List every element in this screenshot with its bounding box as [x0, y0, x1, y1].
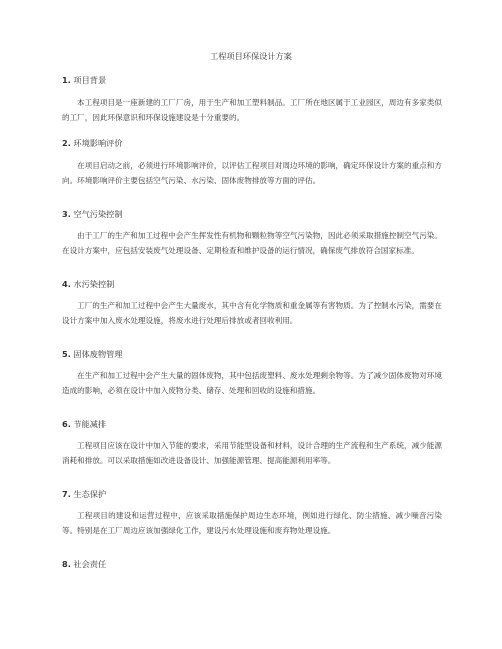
section-4-body: 工厂的生产和加工过程中会产生大量废水，其中含有化学物质和重金属等有害物质。为了控制水污染，需要在设计方案中加入废水处理设施，将废水进行处理后排放或者回收利用。 [62, 301, 442, 325]
section-8-heading [62, 558, 106, 570]
section-6-title: 节能减排 [73, 419, 107, 429]
section-5-number: 5. [62, 349, 71, 359]
section-3-heading [62, 208, 123, 220]
section-3-title: 空气污染控制 [73, 209, 123, 219]
section-1-number: 1. [62, 75, 71, 85]
section-4-heading [62, 278, 114, 290]
section-5-body: 在生产和加工过程中会产生大量的固体废物，其中包括废塑料、废水处理剩余物等。为了减少固体废物对环境造成的影响，必须在设计中加入废物分类、储存、处理和回收的设施和措施。 [62, 371, 442, 395]
section-6-body: 工程项目应该在设计中加入节能的要求，采用节能型设备和材料，设计合理的生产流程和生产系统，减少能源消耗和排放。可以采取措施如改进设备设计、加强能源管理、提高能源利用率等。 [62, 441, 442, 465]
section-6-number: 6. [62, 419, 71, 429]
section-2-heading [62, 137, 123, 149]
section-2-body: 在项目启动之前，必须进行环境影响评价，以评估工程项目对周边环境的影响，确定环保设计方案的重点和方向。环境影响评价主要包括空气污染、水污染、固体废物排放等方面的评估。 [62, 161, 442, 185]
section-3-body: 由于工厂的生产和加工过程中会产生挥发性有机物和颗粒物等空气污染物，因此必须采取措施控制空气污染。在设计方案中，应包括安装废气处理设备、定期检查和维护设备的运行情况，确保废气排放符合国家标准。 [62, 231, 442, 255]
section-7-number: 7. [62, 489, 71, 499]
section-1-heading [62, 74, 106, 86]
section-2-title: 环境影响评价 [73, 138, 123, 148]
section-4-title: 水污染控制 [73, 279, 115, 289]
section-3-number: 3. [62, 209, 71, 219]
section-5-title: 固体废物管理 [73, 349, 123, 359]
section-6-heading [62, 418, 106, 430]
section-8-title: 社会责任 [73, 559, 107, 569]
section-5-heading [62, 348, 123, 360]
section-7-heading [62, 488, 106, 500]
section-1-title: 项目背景 [73, 75, 107, 85]
document-title: 工程项目环保设计方案 [210, 51, 292, 61]
section-2-number: 2. [62, 138, 71, 148]
section-7-body: 工程项目的建设和运营过程中，应该采取措施保护周边生态环境，例如进行绿化、防尘措施、减少噪音污染等。特别是在工厂周边应该加强绿化工作，建设污水处理设施和废弃物处理设施。 [62, 511, 442, 535]
section-4-number: 4. [62, 279, 71, 289]
section-7-title: 生态保护 [73, 489, 107, 499]
section-8-number: 8. [62, 559, 71, 569]
section-1-body: 本工程项目是一座新建的工厂厂房，用于生产和加工塑料制品。工厂所在地区属于工业园区，周边有多家类似的工厂，因此环保意识和环保设施建设是十分重要的。 [62, 98, 442, 122]
